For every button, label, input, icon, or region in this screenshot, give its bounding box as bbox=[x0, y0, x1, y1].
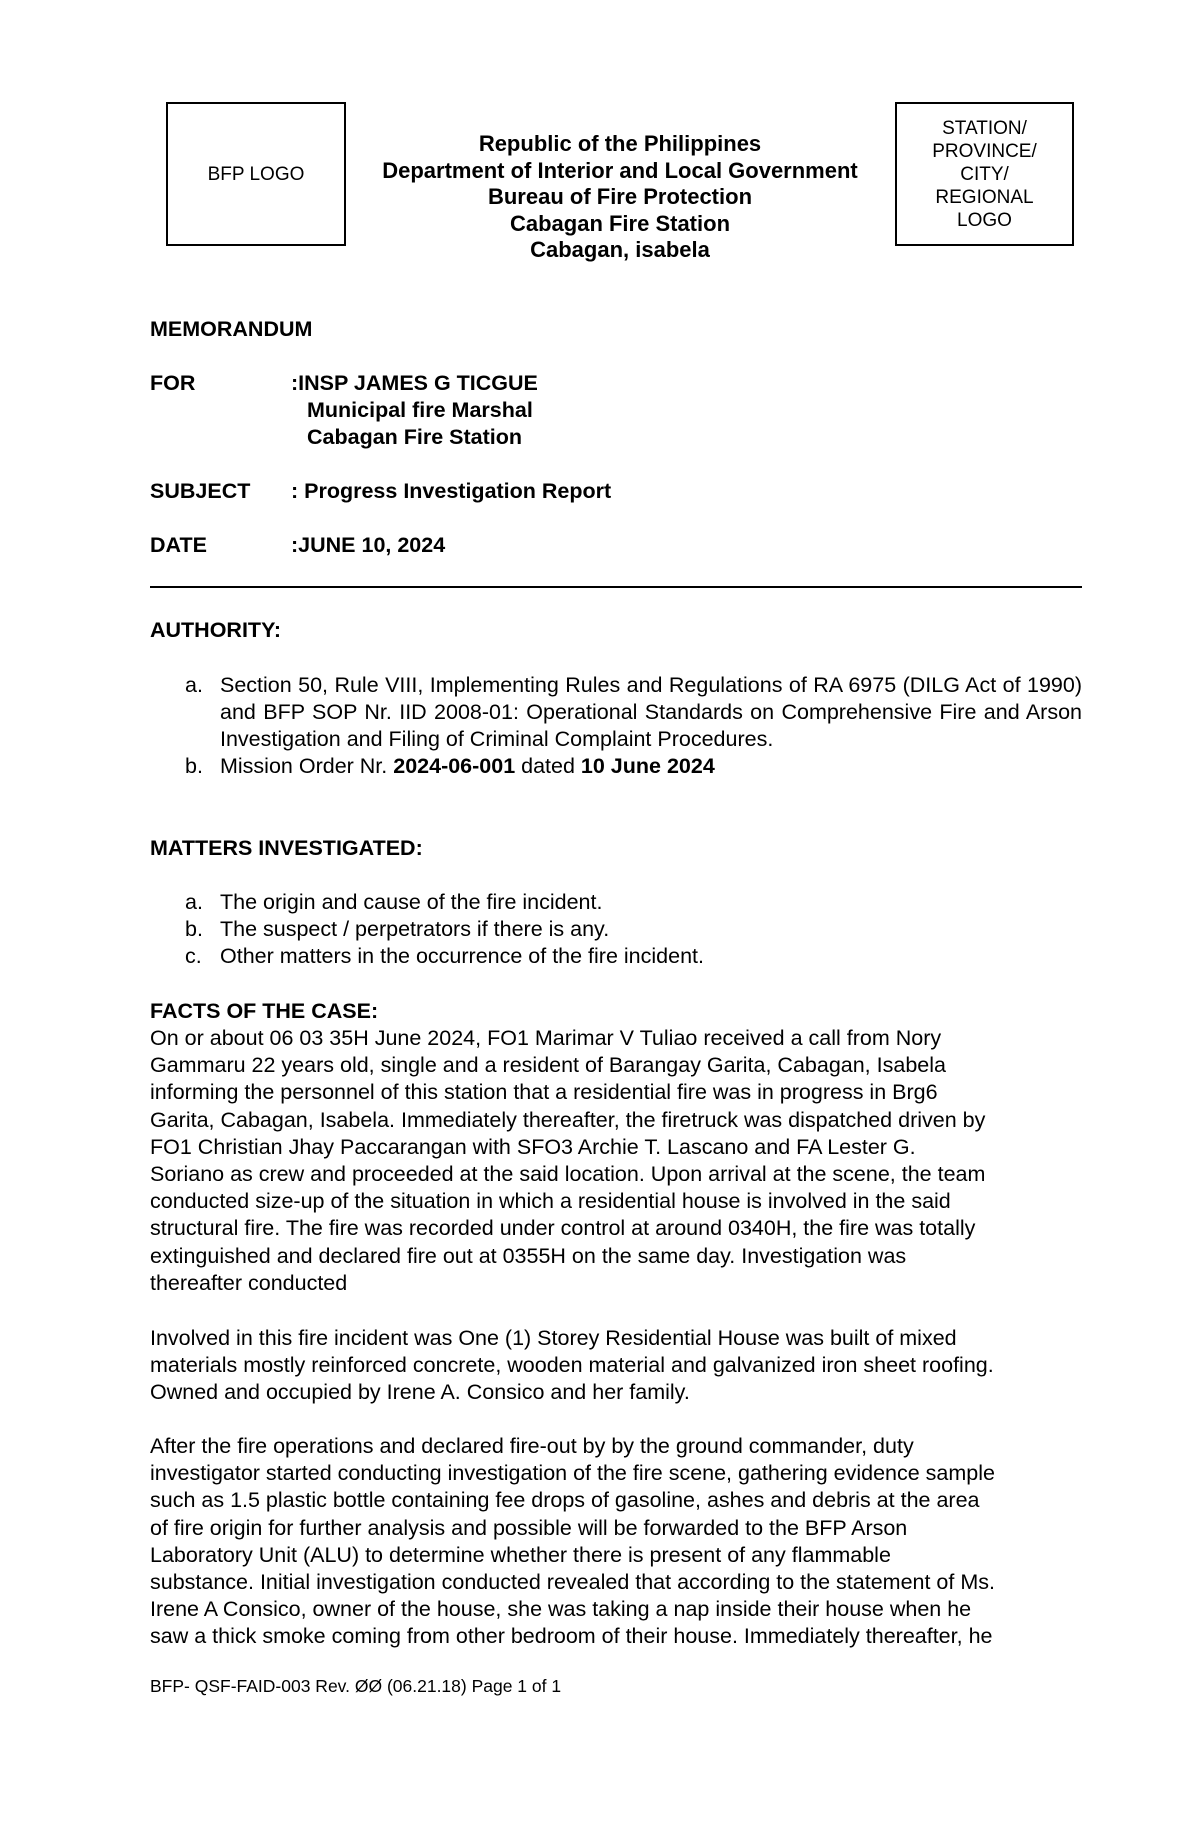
list-marker: c. bbox=[185, 944, 202, 968]
matters-item-text: Other matters in the occurrence of the fire incident. bbox=[220, 944, 704, 968]
facts-paragraph-1 bbox=[150, 1025, 1085, 1297]
list-marker: b. bbox=[185, 754, 203, 778]
paragraph-line: materials mostly reinforced concrete, wooden material and galvanized iron sheet roofing. bbox=[150, 1353, 994, 1378]
paragraph-line: On or about 06 03 35H June 2024, FO1 Marimar V Tuliao received a call from Nory bbox=[150, 1026, 942, 1050]
paragraph-line: investigator started conducting investigation of the fire scene, gathering evidence sample bbox=[150, 1461, 995, 1486]
station-logo-line: CITY/ bbox=[960, 163, 1009, 185]
mission-order-number: 2024-06-001 bbox=[393, 754, 516, 778]
for-label: FOR bbox=[150, 371, 196, 395]
date-value: :JUNE 10, 2024 bbox=[291, 533, 446, 557]
paragraph-line: Laboratory Unit (ALU) to determine whether there is present of any flammable bbox=[150, 1542, 891, 1567]
paragraph-line: Garita, Cabagan, Isabela. Immediately thereafter, the firetruck was dispatched driven by bbox=[150, 1107, 986, 1132]
paragraph-line: Owned and occupied by Irene A. Consico and her family. bbox=[150, 1380, 690, 1405]
paragraph-line: extinguished and declared fire out at 0355H on the same day. Investigation was bbox=[150, 1243, 907, 1268]
paragraph-line: thereafter conducted bbox=[150, 1270, 348, 1295]
letterhead bbox=[310, 131, 930, 264]
subject-label: SUBJECT bbox=[150, 479, 251, 503]
paragraph-line: Soriano as crew and proceeded at the said location. Upon arrival at the scene, the team bbox=[150, 1162, 986, 1187]
paragraph-line: substance. Initial investigation conducted revealed that according to the statement of Ms. bbox=[150, 1570, 995, 1595]
authority-item-text: Section 50, Rule VIII, Implementing Rules and Regulations of RA 6975 (DILG Act of 1990) and BFP SOP Nr. IID 2008-01: Operational Standards on Comprehensive Fire and Arson Investigation and Filing of Criminal Complaint Procedures. bbox=[220, 673, 1082, 751]
facts-paragraph-3 bbox=[150, 1433, 1085, 1651]
list-marker: b. bbox=[185, 917, 203, 941]
memo-title: MEMORANDUM bbox=[150, 317, 313, 341]
station-logo-line: PROVINCE/ bbox=[932, 140, 1037, 162]
paragraph-line: of fire origin for further analysis and possible will be forwarded to the BFP Arson bbox=[150, 1515, 908, 1540]
subject-value: : Progress Investigation Report bbox=[291, 479, 612, 503]
list-item bbox=[150, 672, 1082, 753]
date-label: DATE bbox=[150, 533, 207, 557]
list-item bbox=[150, 943, 1082, 970]
letterhead-line-republic: Republic of the Philippines bbox=[478, 131, 762, 156]
letterhead-line-bureau: Bureau of Fire Protection bbox=[487, 184, 753, 209]
for-value: :INSP JAMES G TICGUE bbox=[291, 371, 538, 395]
station-logo-line: REGIONAL bbox=[935, 186, 1034, 208]
paragraph-line: structural fire. The fire was recorded under control at around 0340H, the fire was totally bbox=[150, 1216, 976, 1241]
mission-order-date: 10 June 2024 bbox=[580, 754, 715, 778]
list-marker: a. bbox=[185, 890, 203, 914]
letterhead-line-location: Cabagan, isabela bbox=[530, 237, 710, 262]
page-footer: BFP- QSF-FAID-003 Rev. ØØ (06.21.18) Page 1 of 1 bbox=[150, 1676, 562, 1696]
station-logo-line: STATION/ bbox=[942, 117, 1027, 139]
bfp-logo-label: BFP LOGO bbox=[207, 163, 305, 185]
station-logo-label bbox=[932, 117, 1037, 232]
matters-item-text: The suspect / perpetrators if there is any. bbox=[220, 917, 610, 941]
list-marker: a. bbox=[185, 673, 203, 697]
list-item bbox=[150, 889, 1082, 916]
letterhead-line-station: Cabagan Fire Station bbox=[509, 210, 731, 236]
matters-heading: MATTERS INVESTIGATED: bbox=[150, 836, 423, 860]
mission-order-dated: dated bbox=[515, 754, 581, 778]
paragraph-line: conducted size-up of the situation in which a residential house is involved in the said bbox=[150, 1189, 951, 1214]
paragraph-line: informing the personnel of this station that a residential fire was in progress in Brg6 bbox=[150, 1080, 938, 1105]
paragraph-line: Involved in this fire incident was One (1) Storey Residential House was built of mixed bbox=[150, 1326, 957, 1350]
list-item bbox=[150, 753, 1082, 780]
letterhead-line-department: Department of Interior and Local Government bbox=[382, 157, 858, 183]
paragraph-line: Gammaru 22 years old, single and a resident of Barangay Garita, Cabagan, Isabela bbox=[150, 1053, 946, 1078]
header-divider bbox=[150, 586, 1082, 588]
for-position: Municipal fire Marshal bbox=[307, 398, 533, 422]
list-item bbox=[150, 916, 1082, 943]
facts-paragraph-2 bbox=[150, 1325, 1085, 1407]
paragraph-line: saw a thick smoke coming from other bedroom of their house. Immediately thereafter, he bbox=[150, 1624, 993, 1649]
paragraph-line: After the fire operations and declared fire-out by by the ground commander, duty bbox=[150, 1434, 914, 1458]
mission-order-prefix: Mission Order Nr. bbox=[220, 754, 394, 778]
authority-heading: AUTHORITY: bbox=[150, 618, 281, 642]
paragraph-line: FO1 Christian Jhay Paccarangan with SFO3 Archie T. Lascano and FA Lester G. bbox=[150, 1134, 916, 1159]
paragraph-line: Irene A Consico, owner of the house, she was taking a nap inside their house when he bbox=[150, 1597, 972, 1622]
facts-heading: FACTS OF THE CASE: bbox=[150, 999, 379, 1023]
station-logo-line: LOGO bbox=[957, 209, 1012, 231]
authority-list bbox=[150, 672, 1082, 780]
for-office: Cabagan Fire Station bbox=[307, 425, 523, 449]
matters-list bbox=[150, 889, 1082, 970]
matters-item-text: The origin and cause of the fire incident. bbox=[220, 890, 603, 914]
paragraph-line: such as 1.5 plastic bottle containing fee drops of gasoline, ashes and debris at the area bbox=[150, 1488, 980, 1513]
